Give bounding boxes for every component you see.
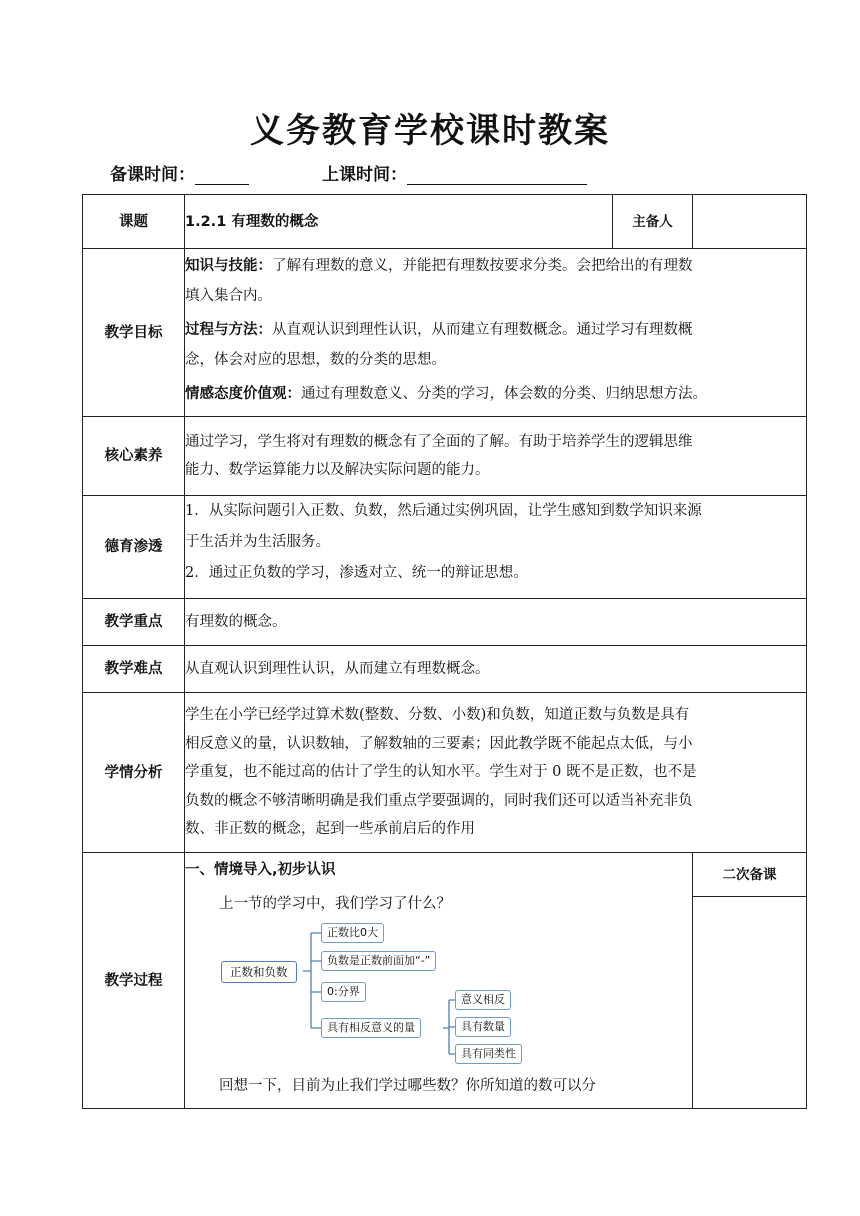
mindmap-branch: 0:分界: [321, 982, 366, 1002]
objective-head: 情感态度价值观：: [185, 386, 301, 402]
core-line: 通过学习，学生将对有理数的概念有了全面的了解。有助于培养学生的逻辑思维: [185, 434, 693, 450]
topic-value: 1.2.1 有理数的概念: [185, 195, 613, 249]
moral-content: [185, 496, 807, 599]
process-question-2: 回想一下，目前为止我们学过哪些数？你所知道的数可以分: [219, 1078, 596, 1094]
process-question-1: 上一节的学习中，我们学习了什么？: [219, 896, 451, 912]
mindmap-branch: 正数比0大: [321, 923, 384, 943]
mindmap-branch: 具有相反意义的量: [321, 1018, 421, 1038]
analysis-content: [185, 693, 807, 853]
objective-line: 通过有理数意义、分类的学习，体会数的分类、归纳思想方法。: [301, 386, 707, 402]
core-label: 核心素养: [83, 417, 185, 496]
analysis-line: 负数的概念不够清晰明确是我们重点学要强调的，同时我们还可以适当补充非负: [185, 792, 693, 809]
mindmap-subnode: 具有数量: [455, 1017, 511, 1037]
prep-time-label: 备课时间：: [110, 165, 195, 185]
moral-line: 于生活并为生活服务。: [185, 534, 330, 550]
analysis-line: 学重复，也不能过高的估计了学生的认知水平。学生对于 0 既不是正数，也不是: [185, 764, 697, 781]
mindmap-subnode: 意义相反: [455, 990, 511, 1010]
moral-line: 1．从实际问题引入正数、负数，然后通过实例巩固，让学生感知到数学知识来源: [185, 503, 702, 519]
process-heading: 一、情境导入,初步认识: [185, 862, 336, 878]
analysis-label: 学情分析: [83, 693, 185, 853]
objective-knowledge: [185, 251, 806, 311]
prep-time-blank: [195, 166, 249, 185]
objectives-content: [185, 249, 807, 417]
objective-line: 填入集合内。: [185, 288, 272, 304]
core-row: [83, 417, 807, 496]
objective-head: 知识与技能：: [185, 258, 272, 274]
page-title: 义务教育学校课时教案: [250, 111, 610, 151]
moral-label: 德育渗透: [83, 496, 185, 599]
process-row: [83, 853, 807, 897]
key-label: 教学重点: [83, 599, 185, 646]
class-time-label: 上课时间：: [322, 165, 407, 185]
analysis-line: 相反意义的量，认识数轴，了解数轴的三要素；因此教学既不能起点太低，与小: [185, 735, 693, 752]
process-content: [185, 853, 693, 1109]
second-prep-content: [693, 897, 807, 1109]
moral-row: [83, 496, 807, 599]
objective-line: 念，体会对应的思想，数的分类的思想。: [185, 352, 446, 368]
analysis-line: 学生在小学已经学过算术数(整数、分数、小数)和负数，知道正数与负数是具有: [185, 707, 690, 724]
difficulty-content: 从直观认识到理性认识，从而建立有理数概念。: [185, 646, 807, 693]
difficulty-label: 教学难点: [83, 646, 185, 693]
preparer-label: 主备人: [613, 195, 693, 249]
key-row: [83, 599, 807, 646]
second-prep-label: 二次备课: [693, 853, 807, 897]
analysis-line: 数、非正数的概念，起到一些承前启后的作用: [185, 821, 475, 838]
concept-mindmap: [185, 919, 692, 1067]
mindmap-branch: 负数是正数前面加“-”: [321, 951, 436, 971]
objective-attitude: [185, 379, 806, 409]
difficulty-row: [83, 646, 807, 693]
core-content: [185, 417, 807, 496]
objectives-label: 教学目标: [83, 249, 185, 417]
preparer-value: [693, 195, 807, 249]
process-label: 教学过程: [83, 853, 185, 1109]
mindmap-subnode: 具有同类性: [455, 1044, 522, 1064]
objectives-row: [83, 249, 807, 417]
analysis-row: [83, 693, 807, 853]
objective-process: [185, 315, 806, 375]
topic-label: 课题: [83, 195, 185, 249]
core-line: 能力、数学运算能力以及解决实际问题的能力。: [185, 462, 490, 478]
moral-line: 2．通过正负数的学习，渗透对立、统一的辩证思想。: [185, 565, 528, 581]
mindmap-root: 正数和负数: [221, 961, 297, 983]
objective-line: 了解有理数的意义，并能把有理数按要求分类。会把给出的有理数: [272, 258, 693, 274]
lesson-plan-table: [82, 194, 807, 1109]
class-time-blank: [407, 166, 587, 185]
objective-head: 过程与方法：: [185, 322, 272, 338]
class-time-field: [322, 160, 587, 185]
objective-line: 从直观认识到理性认识，从而建立有理数概念。通过学习有理数概: [272, 322, 693, 338]
topic-row: [83, 195, 807, 249]
prep-time-field: [110, 160, 249, 185]
key-content: 有理数的概念。: [185, 599, 807, 646]
